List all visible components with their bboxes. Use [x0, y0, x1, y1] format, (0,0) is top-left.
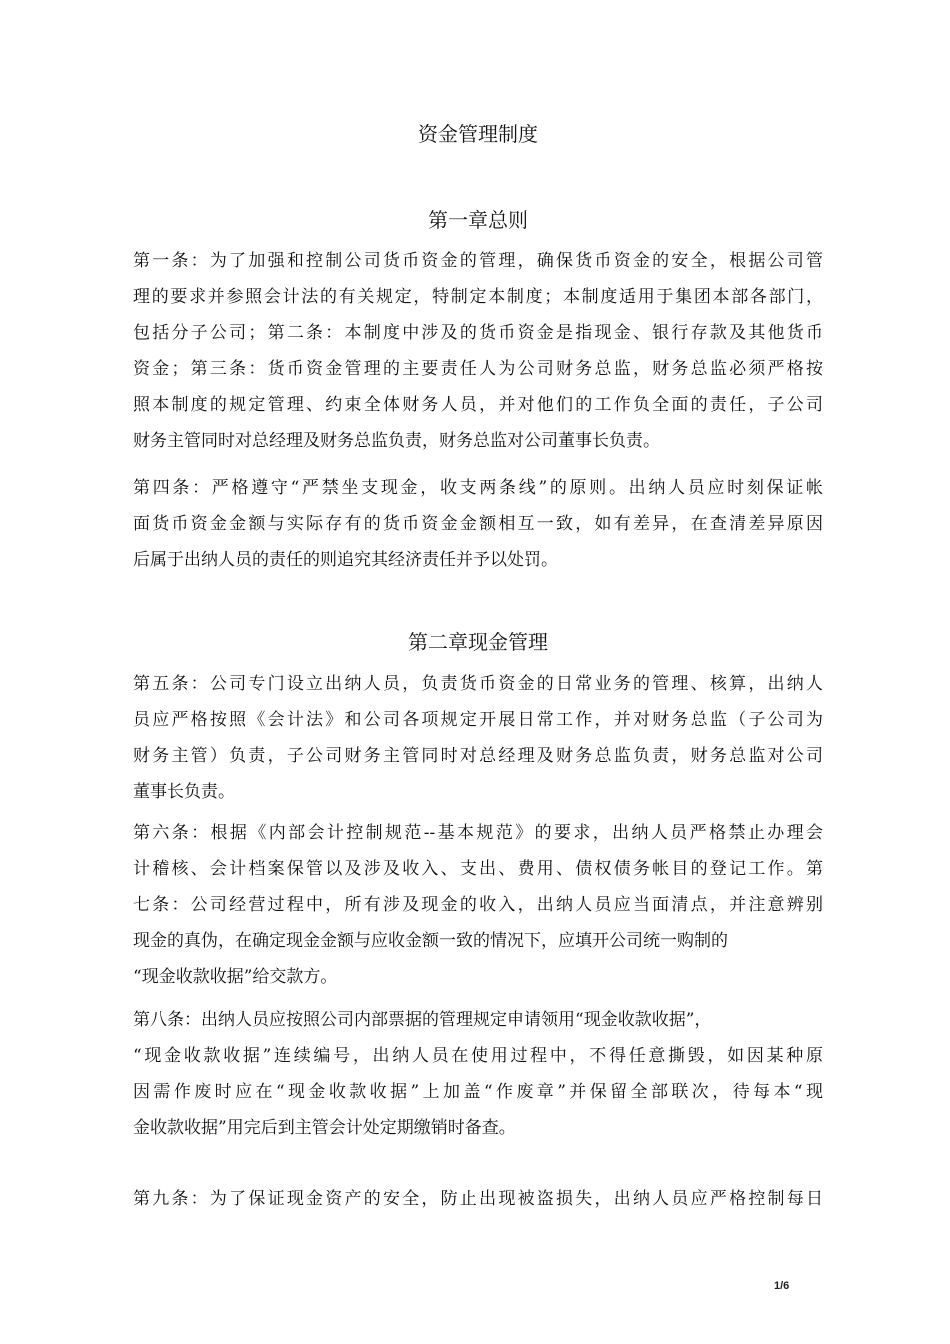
text-line: “现金收款收据”给交款方。	[133, 967, 338, 987]
text-line: 第九条：为了保证现金资产的安全，防止出现被盗损失，出纳人员应严格控制每日	[133, 1189, 823, 1209]
text-line: 金收款收据”用完后到主管会计处定期缴销时备查。	[133, 1118, 516, 1138]
chapter-2-paragraph-2	[133, 815, 823, 995]
chapter-1-paragraph-2	[133, 470, 823, 578]
text-line: “现金收款收据”连续编号，出纳人员在使用过程中，不得任意撕毁，如因某种原	[133, 1046, 823, 1066]
text-line: 面货币资金金额与实际存有的货币资金金额相互一致，如有差异，在查清差异原因	[133, 514, 823, 534]
text-line: 计稽核、会计档案保管以及涉及收入、支出、费用、债权债务帐目的登记工作。第	[133, 859, 823, 879]
text-line: 第四条：严格遵守“严禁坐支现金，收支两条线”的原则。出纳人员应时刻保证帐	[133, 478, 823, 498]
text-line: 现金的真伪，在确定现金金额与应收金额一致的情况下，应填开公司统一购制的	[133, 931, 728, 951]
text-line: 照本制度的规定管理、约束全体财务人员，并对他们的工作负全面的责任，子公司	[133, 395, 823, 415]
chapter-1-title: 第一章总则	[428, 208, 528, 232]
text-line: 资金；第三条：货币资金管理的主要责任人为公司财务总监，财务总监必须严格按	[133, 359, 823, 379]
chapter-1-paragraph-1	[133, 243, 823, 459]
text-line: 第一条：为了加强和控制公司货币资金的管理，确保货币资金的安全，根据公司管	[133, 251, 823, 271]
text-line: 第六条：根据《内部会计控制规范--基本规范》的要求，出纳人员严格禁止办理会	[133, 823, 823, 843]
chapter-2-title: 第二章现金管理	[408, 630, 548, 654]
text-line: 后属于出纳人员的责任的则追究其经济责任并予以处罚。	[133, 550, 558, 570]
text-line: 财务主管）负责，子公司财务主管同时对总经理及财务总监负责，财务总监对公司	[133, 746, 823, 766]
text-line: 财务主管同时对总经理及财务总监负责，财务总监对公司董事长负责。	[133, 431, 660, 451]
text-line: 因需作废时应在“现金收款收据”上加盖“作废章”并保留全部联次，待每本“现	[133, 1082, 823, 1102]
chapter-2-paragraph-4	[133, 1181, 823, 1217]
page-number: 1/6	[774, 1280, 790, 1292]
document-page	[133, 0, 823, 1344]
text-line: 员应严格按照《会计法》和公司各项规定开展日常工作，并对财务总监（子公司为	[133, 710, 823, 730]
text-line: 七条：公司经营过程中，所有涉及现金的收入，出纳人员应当面清点，并注意辨别	[133, 895, 823, 915]
text-line: 董事长负责。	[133, 782, 235, 802]
chapter-2-paragraph-1	[133, 666, 823, 810]
text-line: 包括分子公司；第二条：本制度中涉及的货币资金是指现金、银行存款及其他货币	[133, 323, 823, 343]
chapter-2-paragraph-3	[133, 1002, 823, 1146]
text-line: 理的要求并参照会计法的有关规定，特制定本制度；本制度适用于集团本部各部门，	[133, 287, 823, 307]
document-title: 资金管理制度	[418, 122, 538, 146]
text-line: 第五条：公司专门设立出纳人员，负责货币资金的日常业务的管理、核算，出纳人	[133, 674, 823, 694]
text-line: 第八条：出纳人员应按照公司内部票据的管理规定申请领用“现金收款收据”，	[133, 1010, 712, 1030]
